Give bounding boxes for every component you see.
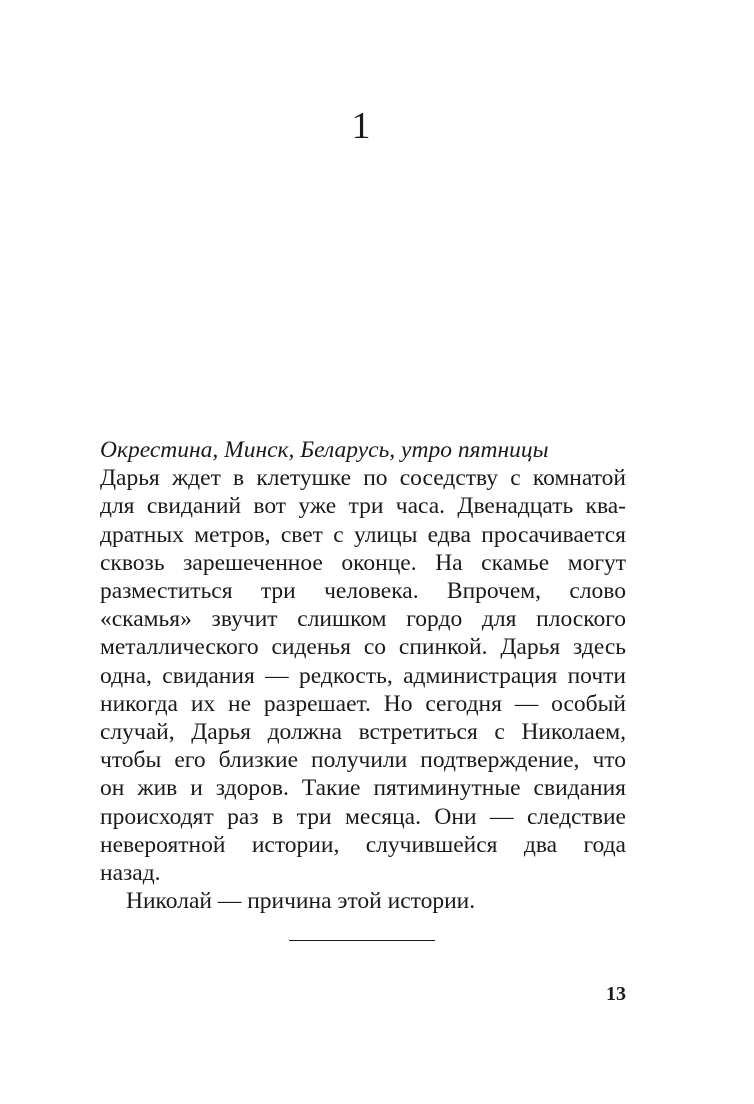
text-line: назад. bbox=[100, 860, 161, 887]
text-line: сквозь зарешеченное оконце. На скамье могут bbox=[100, 549, 626, 576]
text-line: Дарья ждет в клетушке по соседству с комнатой bbox=[100, 465, 626, 492]
text-line: для свиданий вот уже три часа. Двенадцать ква- bbox=[100, 493, 626, 520]
text-line: случай, Дарья должна встретиться с Николаем, bbox=[100, 719, 626, 746]
text-line: «скамья» звучит слишком гордо для плоского bbox=[100, 606, 626, 633]
chapter-number: 1 bbox=[351, 105, 371, 147]
text-line: Николай — причина этой истории. bbox=[126, 888, 476, 915]
text-line: невероятной истории, случившейся два года bbox=[100, 831, 626, 858]
text-line: он жив и здоров. Такие пятиминутные свидания bbox=[100, 775, 626, 802]
text-line: разместиться три человека. Впрочем, слово bbox=[100, 578, 626, 605]
text-line: одна, свидания — редкость, администрация почти bbox=[100, 662, 626, 689]
text-line: никогда их не разрешает. Но сегодня — особый bbox=[100, 690, 626, 717]
text-line: дратных метров, свет с улицы едва просачивается bbox=[100, 521, 626, 548]
text-line: происходят раз в три месяца. Они — следствие bbox=[100, 803, 626, 830]
paragraph-1 bbox=[100, 464, 626, 887]
place-and-time-heading: Окрестина, Минск, Беларусь, утро пятницы bbox=[100, 437, 549, 463]
text-line: чтобы его близкие получили подтверждение, что bbox=[100, 747, 626, 774]
text-line: металлического сиденья со спинкой. Дарья здесь bbox=[100, 634, 626, 661]
chapter-text bbox=[100, 436, 626, 915]
paragraph-2 bbox=[100, 887, 626, 915]
section-divider bbox=[289, 940, 435, 941]
page-number: 13 bbox=[606, 983, 626, 1005]
